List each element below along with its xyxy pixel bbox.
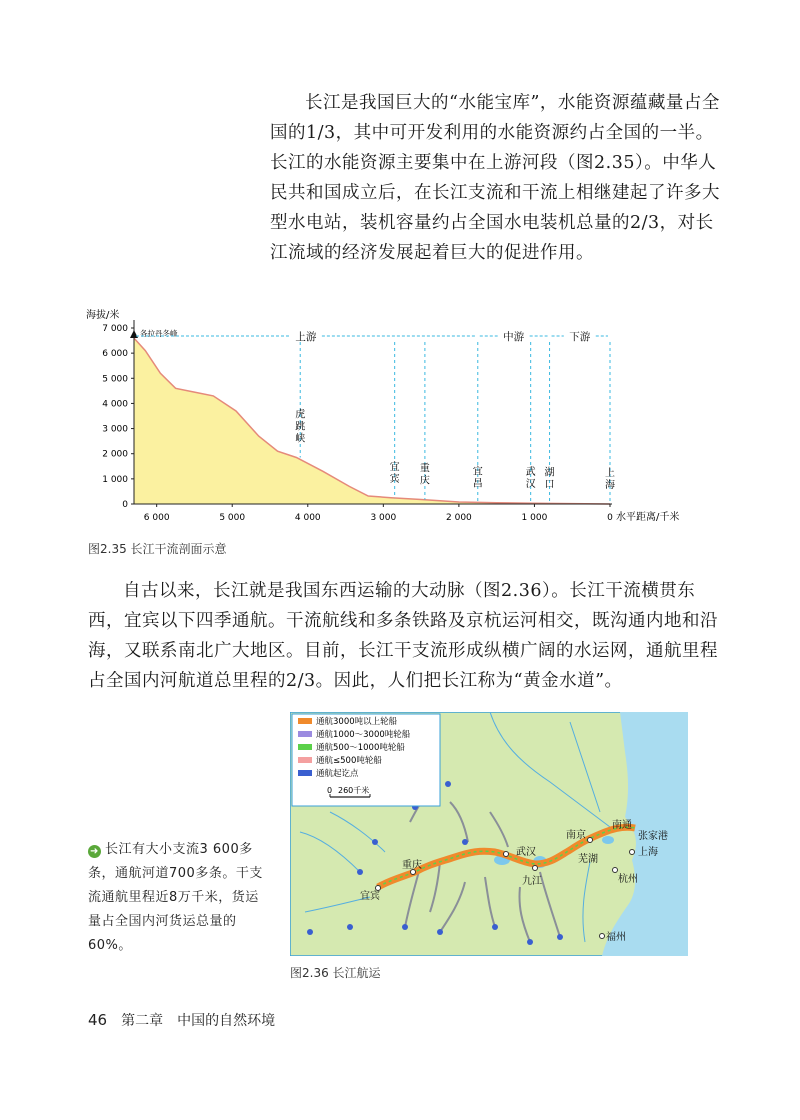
lake-taihu <box>602 836 614 844</box>
arrow-icon: ➜ <box>88 845 101 858</box>
place-label-char: 跳 <box>295 421 306 433</box>
legend-swatch <box>298 770 312 776</box>
y-tick-label: 3 000 <box>102 424 128 435</box>
x-tick-label: 4 000 <box>294 513 321 523</box>
x-tick-label: 0 <box>607 513 613 523</box>
y-tick-label: 7 000 <box>102 324 128 334</box>
city-jiujiang: 九江 <box>522 876 542 887</box>
side-note-text: 长江有大小支流3 600多条，通航河道700多条。干支流通航里程近8万千米，货运量占全国内河货运总量的60%。 <box>88 842 263 953</box>
y-tick-label: 4 000 <box>102 399 128 410</box>
place-label-char: 上 <box>605 468 615 479</box>
city-wuhu: 芜湖 <box>578 854 598 865</box>
y-tick-label: 1 000 <box>102 474 128 485</box>
city-hangzhou: 杭州 <box>618 874 638 885</box>
place-label-char: 宾 <box>389 474 400 486</box>
place-label-char: 峡 <box>295 433 306 445</box>
x-tick-label: 1 000 <box>521 513 548 523</box>
peak-label: 各拉丹冬峰 <box>140 329 178 339</box>
scale-zero: 0 <box>327 786 333 795</box>
legend-swatch <box>298 731 312 737</box>
place-label-char: 武 <box>525 467 536 479</box>
city-zhangjiagang: 张家港 <box>638 831 668 842</box>
peak-marker <box>130 330 138 338</box>
place-label-char: 虎 <box>295 409 306 421</box>
place-label-char: 口 <box>544 479 555 491</box>
place-label-char: 海 <box>605 480 615 491</box>
paragraph-hydropower: 长江是我国巨大的“水能宝库”，水能资源蕴藏量占全国的1/3，其中可开发利用的水能资源约占全国的一半。长江的水能资源主要集中在上游河段（图2.35）。中华人民共和国成立后，在长江支流和干流上相继建起了许多大型水电站，装机容量约占全国水电装机总量的2/3，对长江流域的经济发展起着巨大的促进作用。 <box>270 93 720 263</box>
legend-label: 通航起讫点 <box>316 769 359 779</box>
place-label-char: 宜 <box>389 462 400 474</box>
place-label-char: 宜 <box>472 466 483 478</box>
city-nantong: 南通 <box>612 820 632 831</box>
figure-235-caption: 图2.35 长江干流剖面示意 <box>88 542 227 556</box>
x-tick-label: 5 000 <box>219 513 246 523</box>
legend-label: 通航1000～3000吨轮船 <box>316 730 411 740</box>
city-shanghai: 上海 <box>638 847 658 858</box>
place-label-char: 昌 <box>472 478 483 490</box>
city-fuzhou: 福州 <box>606 932 626 943</box>
figure-236-caption: 图2.36 长江航运 <box>290 966 381 980</box>
y-tick-label: 6 000 <box>102 349 128 360</box>
paragraph-shipping: 自古以来，长江就是我国东西运输的大动脉（图2.36）。长江干流横贯东西，宜宾以下四季通航。干流航线和多条铁路及京杭运河相交，既沟通内地和沿海，又联系南北广大地区。目前，长江干支流形成纵横广阔的水运网，通航里程占全国内河航道总里程的2/3。因此，人们把长江称为“黄金水道”。 <box>88 581 718 691</box>
profile-area <box>134 338 610 504</box>
page-footer <box>88 1010 275 1030</box>
legend-label: 通航≤500吨轮船 <box>316 756 382 766</box>
y-axis-label: 海拔/米 <box>86 310 120 321</box>
section-label: 上游 <box>295 331 317 343</box>
y-tick-label: 5 000 <box>102 374 128 385</box>
city-wuhan: 武汉 <box>516 847 536 858</box>
place-label-char: 汉 <box>525 479 536 491</box>
place-label-char: 湖 <box>544 467 555 479</box>
legend-swatch <box>298 744 312 750</box>
page-number: 46 <box>88 1011 108 1029</box>
section-label: 中游 <box>503 331 525 343</box>
section-label: 下游 <box>569 331 591 343</box>
y-tick-label: 2 000 <box>102 449 128 460</box>
y-tick-label: 0 <box>122 500 128 510</box>
profile-chart <box>84 308 724 530</box>
x-tick-label: 3 000 <box>370 513 397 523</box>
legend-swatch <box>298 718 312 724</box>
scale-label: 260千米 <box>338 786 370 795</box>
side-note <box>88 838 268 958</box>
place-label-char: 庆 <box>419 475 430 487</box>
legend-swatch <box>298 757 312 763</box>
legend-label: 通航3000吨以上轮船 <box>316 717 398 727</box>
chapter-title: 第二章 中国的自然环境 <box>121 1013 276 1029</box>
place-label-char: 重 <box>419 463 430 475</box>
shipping-map <box>290 712 688 956</box>
x-tick-label: 6 000 <box>143 513 170 523</box>
map-legend <box>292 714 440 806</box>
city-chongqing: 重庆 <box>402 860 422 871</box>
legend-label: 通航500～1000吨轮船 <box>316 743 405 753</box>
x-axis-label: 水平距离/千米 <box>616 512 680 523</box>
x-tick-label: 2 000 <box>446 513 472 523</box>
city-nanjing: 南京 <box>566 830 586 841</box>
city-yibin: 宜宾 <box>360 891 380 902</box>
